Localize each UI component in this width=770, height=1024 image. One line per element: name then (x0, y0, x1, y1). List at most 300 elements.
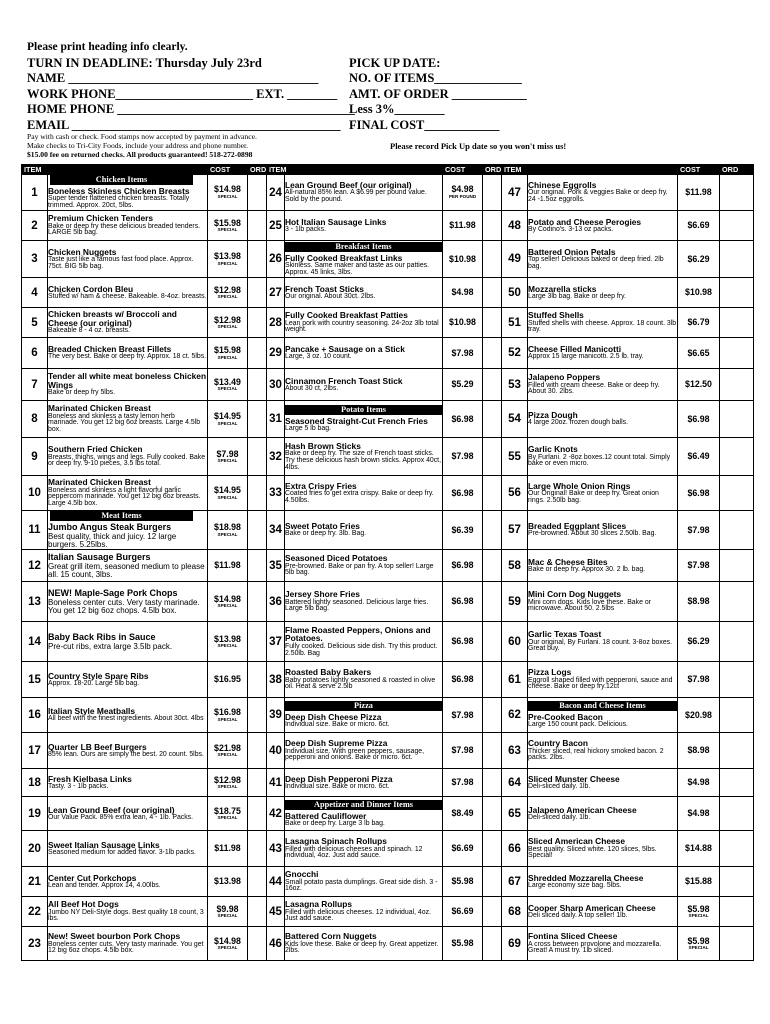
item-number: 46 (267, 927, 285, 961)
section-heading: Breakfast Items (285, 242, 442, 252)
item-details: Top seller! Delicious baked or deep fried. 2lb bag. (528, 256, 664, 270)
item-price: $14.98 (214, 593, 241, 604)
item-price: $11.98 (449, 220, 476, 231)
item-price: $5.98 (687, 903, 710, 914)
item-description-cell (528, 582, 678, 622)
order-quantity-field[interactable] (483, 438, 502, 476)
order-quantity-field[interactable] (720, 698, 754, 733)
item-details: Kids love these. Bake or deep fry. Great appetizer. 2lbs. (285, 940, 439, 955)
item-details: By Furlani. 2 -8oz boxes.12 count total. Simply bake or even micro. (528, 453, 671, 468)
item-cost-cell (443, 769, 483, 797)
item-price: $20.98 (685, 709, 712, 720)
item-name: Garlic Texas Toast (528, 629, 602, 640)
item-description-cell (48, 211, 208, 241)
final-cost-field[interactable]: FINAL COST____________ (349, 117, 500, 132)
special-label: SPECIAL (217, 815, 238, 821)
item-details: Large 5 lb bag. (285, 425, 331, 433)
item-description-cell (285, 241, 443, 278)
order-quantity-field[interactable] (720, 927, 754, 961)
items-count-field[interactable]: NO. OF ITEMS______________ (349, 71, 522, 85)
item-cost-cell (678, 175, 720, 211)
item-description-cell (48, 698, 208, 733)
item-name: Fontina Sliced Cheese (528, 931, 618, 942)
item-details: Large economy size bag. 5lbs. (528, 881, 622, 889)
item-cost-cell (678, 241, 720, 278)
item-details: 3 - 1lb packs. (285, 225, 326, 233)
special-label: SPECIAL (217, 324, 238, 330)
item-price: $15.98 (214, 345, 241, 356)
item-details: Bake or deep fry these delicious breaded tenders. LARGE 5lb bag. (48, 222, 201, 237)
item-price: $7.98 (687, 560, 710, 571)
order-quantity-field[interactable] (248, 175, 267, 211)
order-quantity-field[interactable] (483, 369, 502, 401)
item-cost-cell (208, 308, 248, 338)
item-details: Boneless center cuts. Very tasty marinade. You get 12 big 6oz chops. 4.5lb box. (48, 597, 200, 615)
item-price: $11.98 (214, 560, 241, 571)
header-ord-3: ORD (720, 165, 754, 175)
item-cost-cell (678, 662, 720, 698)
item-cost-cell (678, 622, 720, 662)
item-description-cell (528, 438, 678, 476)
special-label: SPECIAL (217, 494, 238, 500)
item-name: Deep Dish Pepperoni Pizza (285, 773, 393, 784)
item-price: $6.98 (451, 560, 474, 571)
item-number: 49 (502, 241, 528, 278)
item-price: $12.98 (214, 774, 241, 785)
order-quantity-field[interactable] (248, 369, 267, 401)
item-number: 25 (267, 211, 285, 241)
order-quantity-field[interactable] (720, 175, 754, 211)
item-description-cell (48, 550, 208, 582)
table-row (22, 308, 754, 338)
item-details: Our Value Pack. 85% extra lean, 4 - 1lb. Packs. (48, 813, 194, 821)
table-row (22, 662, 754, 698)
item-description-cell (528, 308, 678, 338)
order-quantity-field[interactable] (483, 698, 502, 733)
item-description-cell (528, 476, 678, 511)
item-name: Tender all white meat boneless Chicken Wings (48, 371, 207, 390)
item-number: 63 (502, 733, 528, 769)
name-field[interactable]: NAME ________________________________________ (27, 71, 319, 85)
item-number: 57 (502, 511, 528, 550)
special-label: SPECIAL (217, 945, 238, 951)
pickup-reminder: Please record Pick Up date so you won't miss us! (390, 141, 567, 151)
item-cost-cell (208, 897, 248, 927)
home-phone-field[interactable]: HOME PHONE ______________________________________ (27, 102, 355, 116)
item-price: $6.98 (687, 413, 710, 424)
item-cost-cell (208, 438, 248, 476)
item-number: 42 (267, 797, 285, 831)
item-cost-cell (443, 476, 483, 511)
item-name: Breaded Eggplant Slices (528, 521, 627, 532)
item-cost-cell (443, 733, 483, 769)
item-cost-cell (678, 511, 720, 550)
order-quantity-field[interactable] (248, 211, 267, 241)
order-quantity-field[interactable] (720, 867, 754, 897)
item-description-cell (285, 211, 443, 241)
order-quantity-field[interactable] (720, 401, 754, 438)
order-quantity-field[interactable] (483, 769, 502, 797)
item-name: Premium Chicken Tenders (48, 213, 154, 224)
item-cost-cell (678, 438, 720, 476)
item-number: 10 (22, 476, 48, 511)
table-row (22, 897, 754, 927)
item-number: 39 (267, 698, 285, 733)
item-cost-cell (208, 867, 248, 897)
item-number: 60 (502, 622, 528, 662)
item-description-cell (528, 211, 678, 241)
item-cost-cell (443, 175, 483, 211)
item-name: Pancake + Sausage on a Stick (285, 344, 405, 355)
order-quantity-field[interactable] (483, 582, 502, 622)
item-details: Filled with delicious cheeses and spinach. 12 individual, 4oz. Just add sauce. (285, 845, 423, 860)
item-cost-cell (208, 797, 248, 831)
item-name: Country Bacon (528, 738, 589, 749)
item-description-cell (285, 278, 443, 308)
item-price: $6.98 (451, 596, 474, 607)
item-price: $6.69 (451, 843, 474, 854)
item-cost-cell (678, 369, 720, 401)
header-item-1: ITEM (22, 165, 208, 175)
table-row (22, 622, 754, 662)
item-name: Center Cut Porkchops (48, 872, 137, 883)
table-row (22, 769, 754, 797)
order-quantity-field[interactable] (720, 511, 754, 550)
item-cost-cell (443, 211, 483, 241)
order-quantity-field[interactable] (248, 476, 267, 511)
item-name: Mozzarella sticks (528, 283, 597, 294)
order-quantity-field[interactable] (483, 927, 502, 961)
item-name: Roasted Baby Bakers (285, 667, 372, 678)
special-label: SPECIAL (217, 531, 238, 537)
order-quantity-field[interactable] (248, 698, 267, 733)
item-price: $6.69 (687, 220, 710, 231)
order-quantity-field[interactable] (720, 769, 754, 797)
item-name: Battered Cauliflower (285, 810, 367, 821)
order-amount-field[interactable]: AMT. OF ORDER ____________ (349, 86, 527, 101)
order-quantity-field[interactable] (483, 733, 502, 769)
item-number: 22 (22, 897, 48, 927)
item-name: Mac & Cheese Bites (528, 556, 608, 567)
work-phone-field[interactable]: WORK PHONE______________________ EXT. ________ (27, 86, 338, 101)
order-quantity-field[interactable] (248, 867, 267, 897)
order-quantity-field[interactable] (483, 241, 502, 278)
order-quantity-field[interactable] (248, 438, 267, 476)
order-quantity-field[interactable] (483, 897, 502, 927)
section-heading: Bacon and Cheese Items (528, 701, 677, 711)
item-details: Small potato pasta dumplings. Great side dish. 3 - 16oz. (285, 878, 438, 893)
order-quantity-field[interactable] (483, 511, 502, 550)
order-quantity-field[interactable] (720, 797, 754, 831)
item-details: Pre-browned. About 30 slices 2.50lb. Bag. (528, 530, 657, 538)
item-name: Deep Dish Cheese Pizza (285, 712, 382, 723)
item-description-cell (285, 438, 443, 476)
item-price: $15.88 (685, 876, 712, 887)
item-number: 31 (267, 401, 285, 438)
table-row (22, 550, 754, 582)
item-description-cell (528, 698, 678, 733)
order-quantity-field[interactable] (720, 369, 754, 401)
order-quantity-field[interactable] (248, 662, 267, 698)
discount-field[interactable]: Less 3%________ (349, 102, 445, 116)
item-description-cell (48, 369, 208, 401)
table-row (22, 698, 754, 733)
table-row (22, 511, 754, 550)
item-number: 6 (22, 338, 48, 369)
item-name: Cheese Filled Manicotti (528, 344, 622, 355)
item-description-cell (285, 769, 443, 797)
order-quantity-field[interactable] (720, 308, 754, 338)
item-details: Bake or deep fry. Approx 30. 2 lb. bag. (528, 565, 646, 573)
item-description-cell (48, 867, 208, 897)
item-number: 47 (502, 175, 528, 211)
table-header-row (22, 165, 754, 175)
item-name: Chicken breasts w/ Broccoli and Cheese (our original) (48, 309, 177, 328)
item-number: 7 (22, 369, 48, 401)
item-number: 19 (22, 797, 48, 831)
item-cost-cell (208, 241, 248, 278)
item-description-cell (285, 308, 443, 338)
order-quantity-field[interactable] (483, 338, 502, 369)
order-quantity-field[interactable] (248, 927, 267, 961)
item-name: Battered Corn Nuggets (285, 931, 377, 942)
item-name: Jalapeno American Cheese (528, 804, 637, 815)
item-cost-cell (678, 927, 720, 961)
order-quantity-field[interactable] (720, 582, 754, 622)
item-number: 52 (502, 338, 528, 369)
item-number: 35 (267, 550, 285, 582)
item-name: Jumbo Angus Steak Burgers (48, 522, 172, 533)
order-quantity-field[interactable] (720, 476, 754, 511)
order-quantity-field[interactable] (720, 438, 754, 476)
item-details: Deli sliced daily. A top seller! 1lb. (528, 911, 628, 919)
order-quantity-field[interactable] (248, 308, 267, 338)
item-number: 30 (267, 369, 285, 401)
item-price: $8.98 (687, 596, 710, 607)
item-description-cell (528, 278, 678, 308)
item-price: $7.98 (451, 709, 474, 720)
order-quantity-field[interactable] (483, 211, 502, 241)
item-details: Our original. Pork & veggies Bake or deep fry. 24 -1.5oz eggrolls. (528, 189, 668, 204)
order-quantity-field[interactable] (720, 241, 754, 278)
order-quantity-field[interactable] (720, 897, 754, 927)
order-quantity-field[interactable] (483, 867, 502, 897)
item-cost-cell (443, 867, 483, 897)
order-quantity-field[interactable] (248, 582, 267, 622)
order-quantity-field[interactable] (248, 769, 267, 797)
special-label: SPECIAL (217, 716, 238, 722)
item-details: Bakeable 8 - 4 oz. breasts. (48, 327, 130, 335)
order-quantity-field[interactable] (483, 401, 502, 438)
price-unit-label: PER POUND (448, 194, 477, 200)
order-quantity-field[interactable] (248, 831, 267, 867)
order-quantity-field[interactable] (720, 550, 754, 582)
item-cost-cell (443, 622, 483, 662)
item-details: Eggroll shaped filled with pepperoni, sauce and cheese. Bake or deep fry.12ct (528, 676, 673, 691)
item-description-cell (48, 438, 208, 476)
item-details: Individual size. Bake or micro. 6ct. (285, 782, 390, 790)
item-description-cell (48, 927, 208, 961)
order-quantity-field[interactable] (483, 278, 502, 308)
order-quantity-field[interactable] (483, 662, 502, 698)
item-description-cell (48, 831, 208, 867)
special-label: SPECIAL (217, 354, 238, 360)
item-cost-cell (208, 698, 248, 733)
item-description-cell (48, 769, 208, 797)
order-quantity-field[interactable] (720, 338, 754, 369)
item-description-cell (285, 511, 443, 550)
order-quantity-field[interactable] (248, 401, 267, 438)
table-row (22, 476, 754, 511)
table-row (22, 278, 754, 308)
item-name: Gnocchi (285, 869, 319, 880)
item-name: Flame Roasted Peppers, Onions and Potatoes. (285, 624, 431, 644)
item-price: $11.98 (214, 843, 241, 854)
item-number: 13 (22, 582, 48, 622)
item-cost-cell (678, 733, 720, 769)
item-name: Italian Style Meatballs (48, 706, 136, 717)
order-quantity-field[interactable] (720, 211, 754, 241)
item-price: $9.98 (216, 903, 239, 914)
order-quantity-field[interactable] (483, 175, 502, 211)
item-price: $13.98 (214, 633, 241, 644)
order-quantity-field[interactable] (483, 622, 502, 662)
item-cost-cell (443, 831, 483, 867)
item-number: 15 (22, 662, 48, 698)
table-row (22, 927, 754, 961)
item-cost-cell (678, 698, 720, 733)
item-description-cell (48, 797, 208, 831)
item-details: Fully cooked. Delicious side dish. Try this product. 2.50lb. Bag (285, 642, 438, 657)
item-price: $14.88 (685, 843, 712, 854)
special-label: SPECIAL (217, 643, 238, 649)
order-quantity-field[interactable] (720, 662, 754, 698)
order-quantity-field[interactable] (720, 278, 754, 308)
item-description-cell (528, 831, 678, 867)
order-quantity-field[interactable] (720, 622, 754, 662)
item-description-cell (285, 401, 443, 438)
order-quantity-field[interactable] (483, 308, 502, 338)
item-price: $7.98 (216, 448, 239, 459)
item-details: Large 3lb bag. Bake or deep fry. (528, 292, 626, 300)
table-row (22, 241, 754, 278)
item-description-cell (48, 241, 208, 278)
order-quantity-field[interactable] (248, 511, 267, 550)
item-number: 27 (267, 278, 285, 308)
item-description-cell (48, 511, 208, 550)
item-price: $16.95 (214, 674, 241, 685)
payment-note-1: Pay with cash or check. Food stamps now accepted by payment in advance. (27, 132, 257, 141)
item-cost-cell (443, 662, 483, 698)
item-description-cell (528, 175, 678, 211)
item-name: Fully Cooked Breakfast Links (285, 252, 403, 263)
item-details: Filled with cream cheese. Bake or deep fry. About 30. 2lbs. (528, 381, 660, 396)
order-quantity-field[interactable] (248, 897, 267, 927)
item-cost-cell (208, 511, 248, 550)
item-price: $7.98 (451, 745, 474, 756)
item-description-cell (285, 476, 443, 511)
item-number: 64 (502, 769, 528, 797)
section-heading: Meat Items (50, 511, 193, 521)
item-price: $6.29 (687, 253, 710, 264)
item-number: 33 (267, 476, 285, 511)
item-cost-cell (208, 733, 248, 769)
order-quantity-field[interactable] (248, 241, 267, 278)
order-quantity-field[interactable] (248, 550, 267, 582)
item-number: 38 (267, 662, 285, 698)
order-quantity-field[interactable] (483, 476, 502, 511)
item-price: $8.98 (687, 745, 710, 756)
order-quantity-field[interactable] (720, 733, 754, 769)
item-number: 58 (502, 550, 528, 582)
item-name: Breaded Chicken Breast Fillets (48, 344, 172, 355)
turn-in-deadline: TURN IN DEADLINE: Thursday July 23rd (27, 55, 262, 70)
item-details: Bake or deep fry. Large 3 lb bag. (285, 819, 385, 827)
item-number: 51 (502, 308, 528, 338)
item-description-cell (48, 622, 208, 662)
item-details: Baby potatoes lightly seasoned & roasted in olive oil. Heat & serve 2.5lb (285, 676, 436, 691)
item-details: Lean and tender. Approx 14, 4.00lbs. (48, 881, 161, 889)
item-number: 1 (22, 175, 48, 211)
item-details: 4 large 20oz. frozen dough balls. (528, 419, 628, 427)
pickup-date-field[interactable]: PICK UP DATE: (349, 55, 441, 70)
item-name: Chicken Cordon Bleu (48, 283, 134, 294)
item-cost-cell (678, 401, 720, 438)
item-price: $12.50 (685, 379, 712, 390)
item-price: $13.98 (214, 876, 241, 887)
item-details: Filled with delicious cheeses. 12 individual, 4oz. Just add sauce. (285, 908, 431, 923)
order-quantity-field[interactable] (483, 550, 502, 582)
item-price: $6.98 (451, 636, 474, 647)
item-name: Mini Corn Dog Nuggets (528, 589, 622, 600)
order-quantity-field[interactable] (720, 831, 754, 867)
email-field[interactable]: EMAIL ___________________________________________ (27, 117, 341, 132)
order-quantity-field[interactable] (248, 733, 267, 769)
item-price: $5.98 (451, 876, 474, 887)
item-number: 43 (267, 831, 285, 867)
item-cost-cell (208, 927, 248, 961)
order-quantity-field[interactable] (483, 831, 502, 867)
item-name: Boneless Skinless Chicken Breasts (48, 186, 190, 196)
order-quantity-field[interactable] (248, 797, 267, 831)
item-price: $16.98 (214, 707, 241, 718)
item-number: 59 (502, 582, 528, 622)
item-price: $11.98 (685, 187, 712, 198)
item-price: $5.29 (451, 379, 474, 390)
order-quantity-field[interactable] (248, 338, 267, 369)
item-number: 68 (502, 897, 528, 927)
order-quantity-field[interactable] (483, 797, 502, 831)
item-description-cell (48, 476, 208, 511)
item-name: Chicken Nuggets (48, 246, 117, 257)
item-name: Chinese Eggrolls (528, 180, 597, 190)
item-name: Baby Back Ribs in Sauce (48, 631, 156, 642)
item-name: Jalapeno Poppers (528, 372, 601, 383)
item-name: Garlic Knots (528, 444, 578, 455)
order-quantity-field[interactable] (248, 622, 267, 662)
item-name: Battered Onion Petals (528, 246, 616, 257)
table-row (22, 438, 754, 476)
item-price: $7.98 (451, 347, 474, 358)
item-cost-cell (208, 622, 248, 662)
item-details: Boneless center cuts. Very tasty marinade. You get 12 big 6oz chops. 4.5lb box. (48, 940, 204, 955)
table-row (22, 797, 754, 831)
item-details: Approx. 18-20. Large 5lb bag. (48, 679, 140, 687)
item-cost-cell (678, 897, 720, 927)
order-quantity-field[interactable] (248, 278, 267, 308)
item-details: Tasty. 3 - 1lb packs. (48, 782, 109, 790)
item-name: Seasoned Diced Potatoes (285, 553, 388, 564)
